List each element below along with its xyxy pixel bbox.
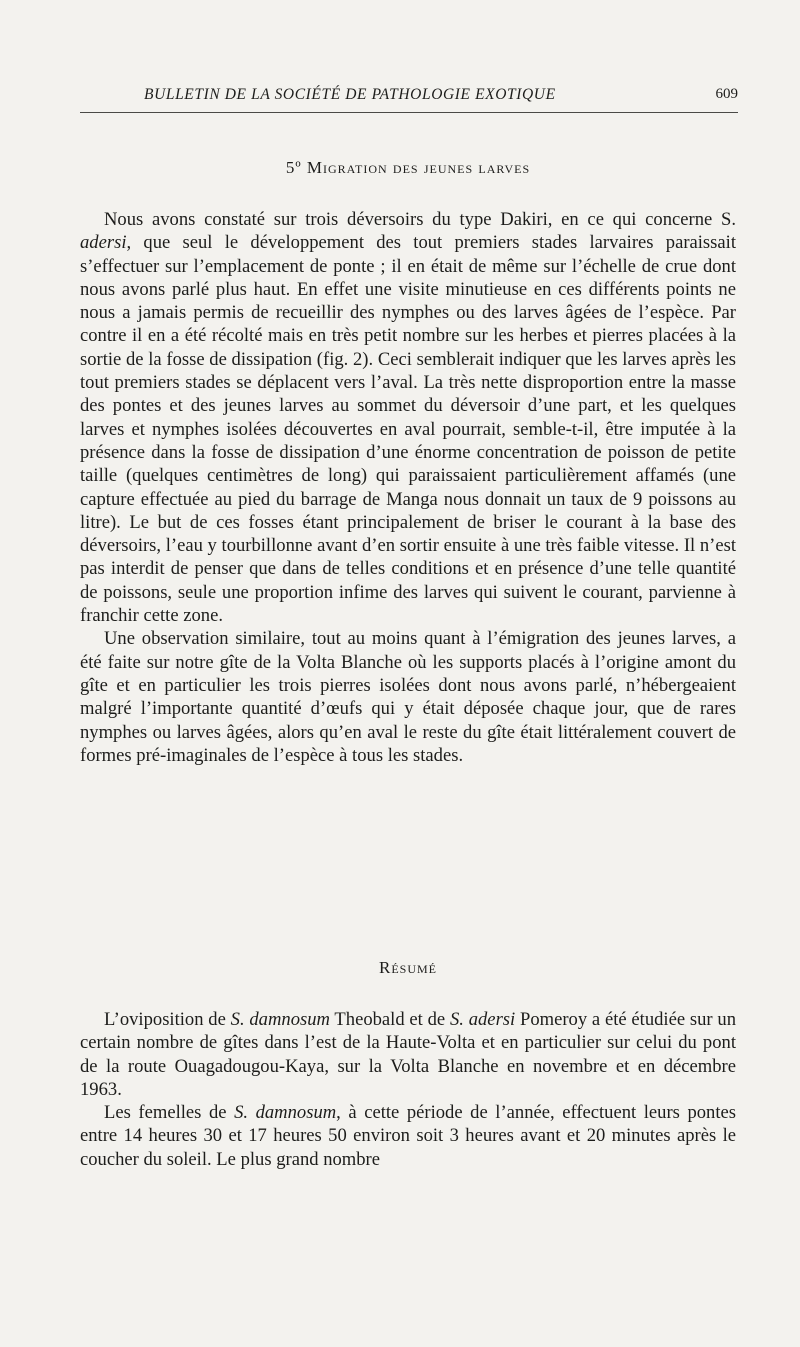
paragraph [80, 208, 736, 627]
section-number: 5º [285, 158, 302, 177]
text-run: L’oviposition de [104, 1009, 231, 1030]
italic-text-run: S. adersi [449, 1009, 516, 1030]
text-run: Theobald et de [329, 1009, 450, 1030]
text-run: , à cette période de l’année, effectuent leurs pontes entre 14 heures 30 et 17 heures 50 environ soit 3 heures avant et 20 minutes après le coucher du soleil. Le plus grand nombre [80, 1102, 737, 1170]
section-title: Migration des jeunes larves [306, 158, 531, 177]
journal-title: BULLETIN DE LA SOCIÉTÉ DE PATHOLOGIE EXOTIQUE [144, 86, 556, 103]
italic-text-run: S. damnosum [230, 1009, 330, 1030]
paragraph [80, 1101, 736, 1171]
text-run: , que seul le développement des tout premiers stades larvaires paraissait s’effectuer sur l’emplacement de ponte ; il en était de même sur l’échelle de crue dont nous avons parlé plus haut. En effet une visite minutieuse en ces différents points ne nous a jamais permis de recueillir des nymphes ou des larves âgées de l’espèce. Par contre il en a été récolté mais en très petit nombre sur les herbes et pierres placées à la sortie de la fosse de dissipation (fig. 2). Ceci semblerait indiquer que les larves après les tout premiers stades se déplacent vers l’aval. La très nette disproportion entre la masse des pontes et des jeunes larves au sommet du déversoir d’une part, et les quelques larves et nymphes isolées découvertes en aval pourrait, semble-t-il, être imputée à la présence dans la fosse de dissipation d’une énorme concentration de poisson de petite taille (quelques centimètres de long) qui paraissaient particulièrement affamés (une capture effectuée au pied du barrage de Manga nous donnait un taux de 9 poissons au litre). Le but de ces fosses étant principalement de briser le courant à la base des déversoirs, l’eau y tourbillonne avant d’en sortir ensuite à une très faible vitesse. Il n’est pas interdit de penser que dans de telles conditions et en présence d’une telle quantité de poissons, seule une proportion infime des larves qui suivent le courant, parvienne à franchir cette zone. [80, 232, 736, 627]
text-run: Nous avons constaté sur trois déversoirs du type Dakiri, en ce qui concerne S. [104, 209, 736, 230]
text-run: Une observation similaire, tout au moins quant à l’émigration des jeunes larves, a été faite sur notre gîte de la Volta Blanche où les supports placés à l’origine amont du gîte et en particulier les trois pierres isolées dont nous avons parlé, n’hébergeaient malgré l’importante quantité d’œufs qui y était déposée chaque jour, que de rares nymphes ou larves âgées, alors qu’en aval le reste du gîte était littéralement couvert de formes pré-imaginales de l’espèce à tous les stades. [80, 628, 736, 766]
text-run: Les femelles de [104, 1102, 235, 1124]
paragraph [80, 627, 736, 767]
paragraph [80, 1008, 736, 1101]
italic-text-run: adersi [80, 232, 127, 254]
section-heading-resume: Résumé [378, 958, 437, 977]
text-run: Pomeroy a été étudiée sur un certain nombre de gîtes dans l’est de la Haute-Volta et en particulier sur celui du pont de la route Ouagadougou-Kaya, sur la Volta Blanche en novembre et en décembre 1963. [80, 1009, 736, 1100]
resume-body-text [80, 1008, 736, 1171]
migration-body-text [80, 208, 736, 767]
section-heading-migration [80, 158, 736, 178]
italic-text-run: S. damnosum [234, 1102, 337, 1124]
page-number: 609 [715, 86, 738, 102]
running-head [80, 82, 738, 108]
header-rule [80, 112, 738, 113]
